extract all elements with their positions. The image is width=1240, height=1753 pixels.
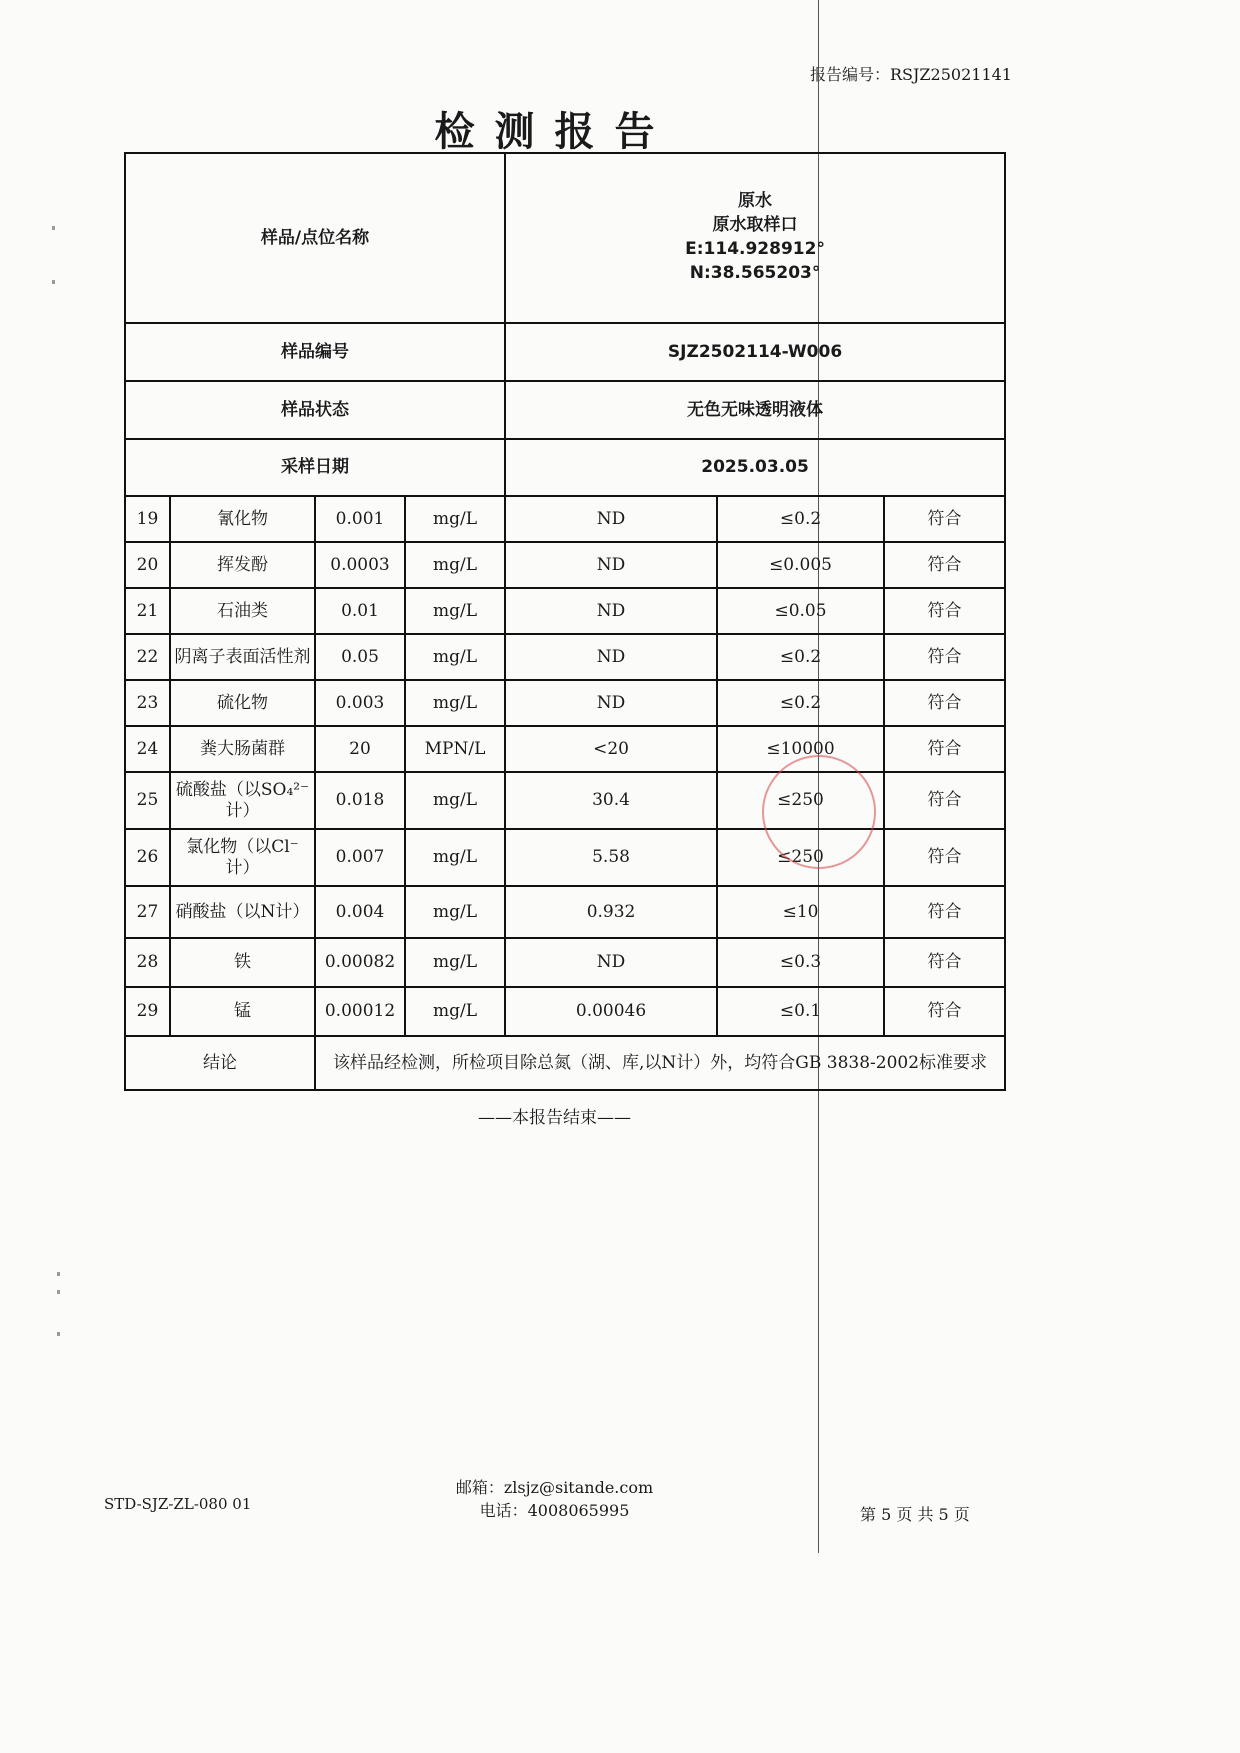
test-result: ND xyxy=(505,680,717,726)
item-name: 硫化物 xyxy=(170,680,315,726)
standard-limit: ≤250 xyxy=(717,829,884,886)
document-code: STD-SJZ-ZL-080 01 xyxy=(104,1495,252,1513)
test-result: ND xyxy=(505,542,717,588)
unit: mg/L xyxy=(405,680,505,726)
conclusion-label: 结论 xyxy=(125,1036,315,1090)
location-line: N:38.565203° xyxy=(689,262,821,283)
table-row xyxy=(125,886,1005,938)
table-row xyxy=(125,496,1005,542)
sample-location xyxy=(505,153,1005,323)
page-number: 第 5 页 共 5 页 xyxy=(860,1505,970,1524)
test-result: ND xyxy=(505,496,717,542)
sample-name-row xyxy=(125,153,1005,323)
standard-limit: ≤0.2 xyxy=(717,496,884,542)
unit: mg/L xyxy=(405,634,505,680)
item-number: 21 xyxy=(125,588,170,634)
item-name: 硫酸盐（以SO₄²⁻计） xyxy=(170,772,315,829)
sample-state-value: 无色无味透明液体 xyxy=(505,381,1005,439)
item-name: 挥发酚 xyxy=(170,542,315,588)
sample-no-row xyxy=(125,323,1005,381)
conclusion-text: 该样品经检测，所检项目除总氮（湖、库,以N计）外，均符合GB 3838-2002标准要求 xyxy=(315,1036,1005,1090)
verdict: 符合 xyxy=(884,634,1005,680)
table-row xyxy=(125,987,1005,1036)
email-text: 邮箱：zlsjz@sitande.com xyxy=(455,1478,654,1497)
item-name: 锰 xyxy=(170,987,315,1036)
verdict: 符合 xyxy=(884,726,1005,772)
detection-limit: 0.01 xyxy=(315,588,405,634)
verdict: 符合 xyxy=(884,938,1005,987)
unit: mg/L xyxy=(405,938,505,987)
item-name: 氯化物（以Cl⁻计） xyxy=(170,829,315,886)
verdict: 符合 xyxy=(884,496,1005,542)
sample-no-label: 样品编号 xyxy=(125,323,505,381)
detection-limit: 0.00012 xyxy=(315,987,405,1036)
item-number: 28 xyxy=(125,938,170,987)
standard-limit: ≤0.3 xyxy=(717,938,884,987)
standard-limit: ≤0.2 xyxy=(717,634,884,680)
detection-limit: 0.00082 xyxy=(315,938,405,987)
item-number: 23 xyxy=(125,680,170,726)
scan-speck xyxy=(57,1290,60,1294)
sampling-date-value: 2025.03.05 xyxy=(505,439,1005,496)
item-number: 20 xyxy=(125,542,170,588)
standard-limit: ≤10 xyxy=(717,886,884,938)
detection-limit: 0.018 xyxy=(315,772,405,829)
detection-limit: 0.05 xyxy=(315,634,405,680)
detection-limit: 0.007 xyxy=(315,829,405,886)
verdict: 符合 xyxy=(884,772,1005,829)
detection-limit: 0.0003 xyxy=(315,542,405,588)
unit: mg/L xyxy=(405,588,505,634)
location-line: E:114.928912° xyxy=(685,239,825,259)
standard-limit: ≤0.05 xyxy=(717,588,884,634)
sampling-date-row xyxy=(125,439,1005,496)
sample-state-label: 样品状态 xyxy=(125,381,505,439)
standard-limit: ≤10000 xyxy=(717,726,884,772)
item-number: 25 xyxy=(125,772,170,829)
unit: mg/L xyxy=(405,542,505,588)
item-number: 22 xyxy=(125,634,170,680)
test-result: ND xyxy=(505,588,717,634)
item-name: 氰化物 xyxy=(170,496,315,542)
item-number: 29 xyxy=(125,987,170,1036)
unit: mg/L xyxy=(405,829,505,886)
detection-limit: 20 xyxy=(315,726,405,772)
table-row xyxy=(125,680,1005,726)
verdict: 符合 xyxy=(884,829,1005,886)
phone-text: 电话：4008065995 xyxy=(479,1501,630,1521)
sample-state-row xyxy=(125,381,1005,439)
sample-name-label: 样品/点位名称 xyxy=(125,153,505,323)
item-name: 硝酸盐（以N计） xyxy=(170,886,315,938)
test-result: 30.4 xyxy=(505,772,717,829)
item-number: 26 xyxy=(125,829,170,886)
standard-limit: ≤250 xyxy=(717,772,884,829)
table-row xyxy=(125,542,1005,588)
sampling-date-label: 采样日期 xyxy=(125,439,505,496)
unit: mg/L xyxy=(405,496,505,542)
verdict: 符合 xyxy=(884,886,1005,938)
scan-speck xyxy=(57,1332,60,1336)
test-result: ND xyxy=(505,938,717,987)
scan-speck xyxy=(57,1272,60,1276)
test-result: 0.00046 xyxy=(505,987,717,1036)
item-name: 铁 xyxy=(170,938,315,987)
item-number: 19 xyxy=(125,496,170,542)
location-line: 原水取样口 xyxy=(712,215,798,236)
test-result: 5.58 xyxy=(505,829,717,886)
report-number: 报告编号：RSJZ25021141 xyxy=(810,65,1012,84)
detection-limit: 0.001 xyxy=(315,496,405,542)
detection-limit: 0.003 xyxy=(315,680,405,726)
report-table xyxy=(124,152,1006,1091)
unit: mg/L xyxy=(405,772,505,829)
item-name: 石油类 xyxy=(170,588,315,634)
table-row xyxy=(125,634,1005,680)
table-row xyxy=(125,829,1005,886)
sample-no-value: SJZ2502114-W006 xyxy=(505,323,1005,381)
standard-limit: ≤0.1 xyxy=(717,987,884,1036)
verdict: 符合 xyxy=(884,680,1005,726)
conclusion-row xyxy=(125,1036,1005,1090)
unit: mg/L xyxy=(405,987,505,1036)
test-result: 0.932 xyxy=(505,886,717,938)
scan-speck xyxy=(52,280,55,284)
table-row xyxy=(125,588,1005,634)
standard-limit: ≤0.2 xyxy=(717,680,884,726)
table-row xyxy=(125,938,1005,987)
detection-limit: 0.004 xyxy=(315,886,405,938)
item-number: 27 xyxy=(125,886,170,938)
table-row xyxy=(125,726,1005,772)
report-title: 检测报告 xyxy=(434,108,675,155)
item-name: 粪大肠菌群 xyxy=(170,726,315,772)
item-name: 阴离子表面活性剂 xyxy=(170,634,315,680)
standard-limit: ≤0.005 xyxy=(717,542,884,588)
unit: mg/L xyxy=(405,886,505,938)
verdict: 符合 xyxy=(884,987,1005,1036)
verdict: 符合 xyxy=(884,542,1005,588)
test-result: <20 xyxy=(505,726,717,772)
unit: MPN/L xyxy=(405,726,505,772)
scan-speck xyxy=(52,226,55,230)
report-end-mark: ——本报告结束—— xyxy=(478,1108,631,1128)
location-line: 原水 xyxy=(738,191,773,212)
verdict: 符合 xyxy=(884,588,1005,634)
item-number: 24 xyxy=(125,726,170,772)
test-result: ND xyxy=(505,634,717,680)
